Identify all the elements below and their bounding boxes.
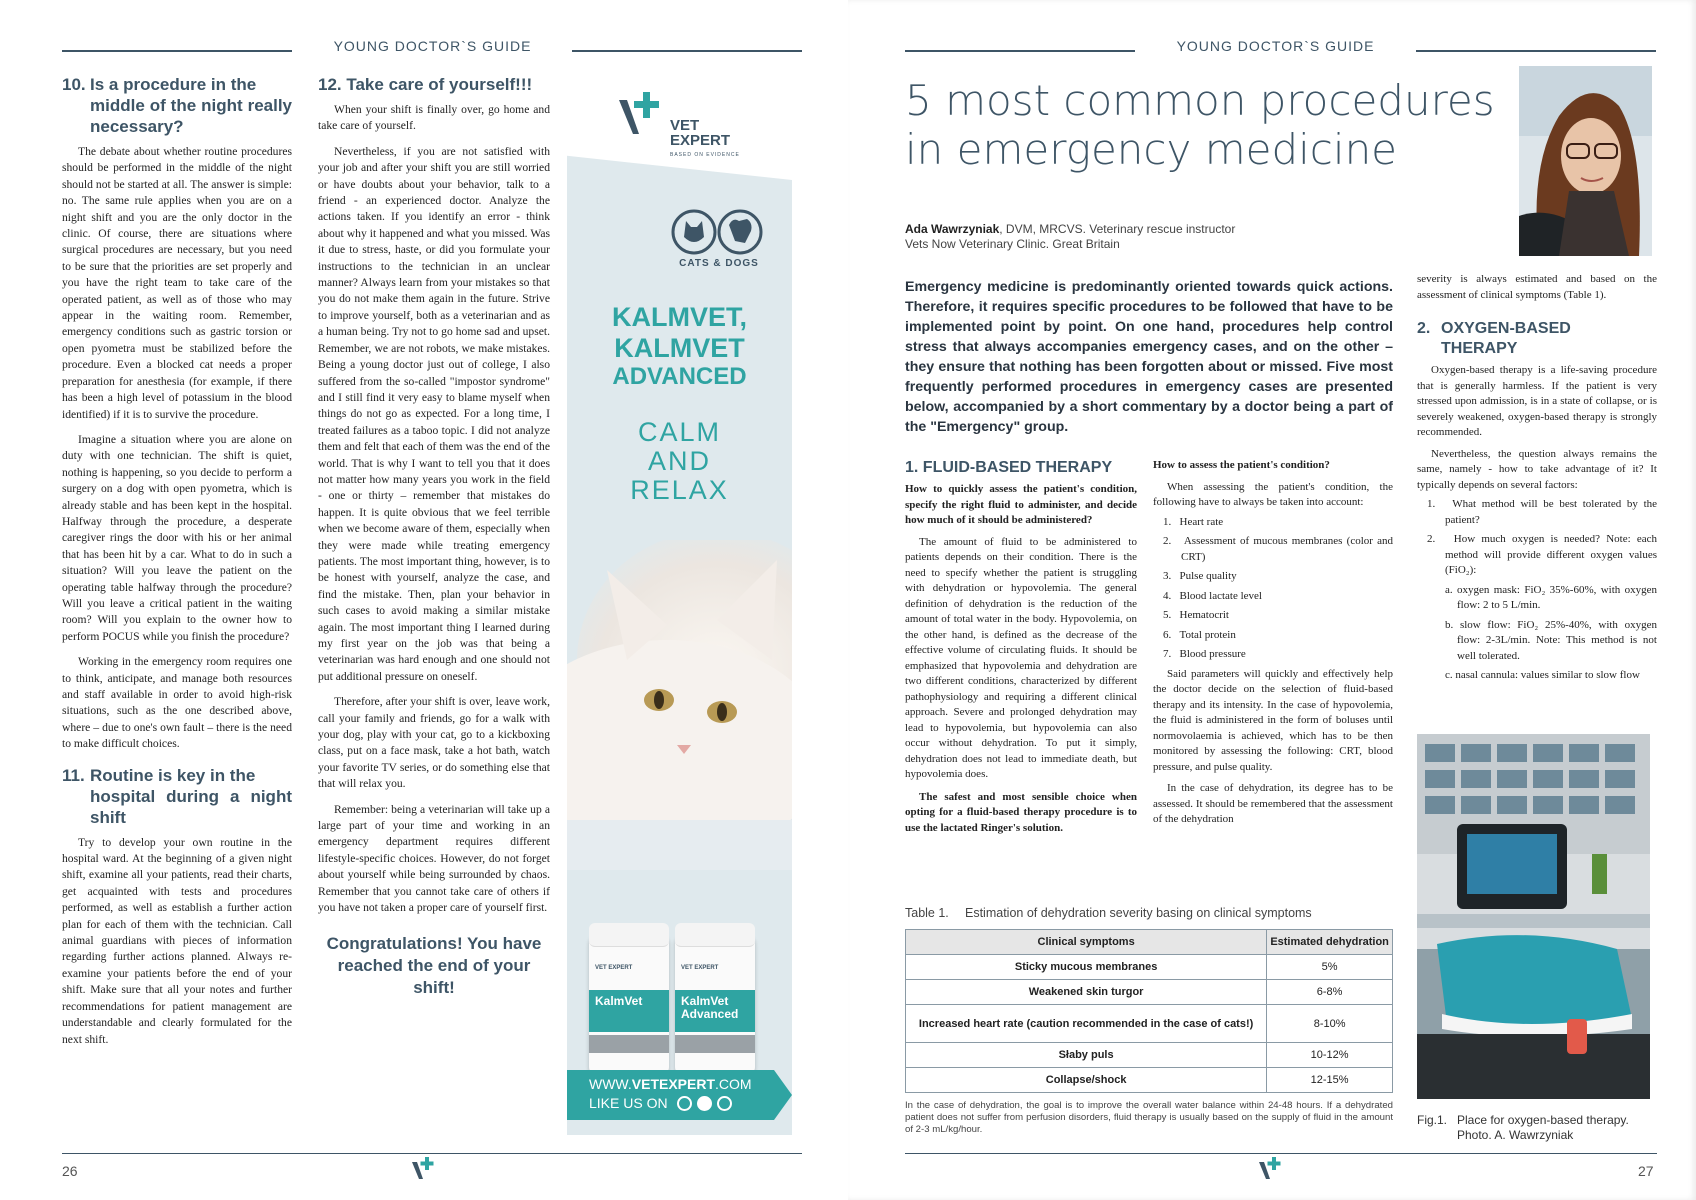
paragraph: Try to develop your own routine in the hospital ward. At the beginning of a given night shift, examine all your patients, read their charts, get acquainted with tests and procedures performed, as well as establish a further action plan for each of them with the technician. Call animal guardians with pieces of information regarding further actions planned. Always re-examine your patients before the end of your shift. Make sure that all your notes and further recommendations for patient management are understandable and clearly formulated for the next shift. bbox=[62, 835, 292, 1046]
left-column-2 bbox=[318, 70, 550, 999]
table-caption: Table 1. Estimation of dehydration severity basing on clinical symptoms bbox=[905, 906, 1312, 920]
list-item: 6. Total protein bbox=[1163, 628, 1236, 641]
figure-caption: Fig.1. Place for oxygen-based therapy. Photo. A. Wawrzyniak bbox=[1417, 1113, 1629, 1142]
paragraph: The debate about whether routine procedures should be performed in the middle of the night should not be started at all. The answer is simple: no. The same rule applies when you are on a night shift and you are the only doctor in the clinic. Of course, there are situations where surgical procedures are necessary, but you need to be sure that the priorities are set properly and you have the right team to take care of the operated patient, as well as of those who may appear in the waiting room. Remember, emergency conditions such as gastric torsion or open pyometra must be stabilized before the procedure. Even a blocked cat needs a proper preparation for anesthesia (for example, if there has been a high level of potassium in the blood identified) if it is to survive the procedure. bbox=[62, 145, 292, 421]
list-item: 1. Heart rate bbox=[1163, 515, 1224, 528]
paragraph: Therefore, after your shift is over, leave work, call your family and friends, go for a walk with your dog, play with your cat, go to a kickboxing class, put on a face mask, take a hot bath, watch your favorite TV series, or do something else that that will relax you. bbox=[318, 695, 550, 791]
paragraph: Working in the emergency room requires one to think, anticipate, and manage both resources and staff available in order to avoid high-risk situations, such as the one described above, where – due to one's own fault – there is the need to make difficult choices. bbox=[62, 655, 292, 751]
paragraph: Nevertheless, if you are not satisfied with your job and after your shift you are still worried or have doubts about your behavior, talk to a friend - an experienced doctor. Analyze the actions taken. If you identify an error - think about why it happened and what you missed. Was it due to stress, haste, or did you formulate your instructions to the technician in an unclear manner? Always learn from your mistakes so that you do not make them again in the future. Strive to improve yourself, both as a veterinarian and as a human being. Try not to go home sad and upset. Remember, we are not robots, we make mistakes. Being a young doctor just out of college, I also suffered from the so-called "impostor syndrome" and I still find it very easy to blame myself when things do not go as expected. For a long time, I treated failures as a taboo topic. I did not analyze them and felt that each of them was the end of the world. That is why I want to tell you that it does not matter how many years you work in the field - one or thirty – remember that mistakes do happen. It is quite obvious that we feel terrible when we become aware of them, especially when they were made while treating emergency patients. The most important thing, however, is to be honest with yourself, analyze the case, and find the mistake. Then, plan your behavior in such cases to avoid making a similar mistake again. The most important thing I learned during my first year on the job was that being a veterinarian was hard enough and one should not put additional pressure on oneself. bbox=[318, 144, 550, 683]
footer-rule bbox=[62, 1153, 802, 1154]
table-cell: 6-8% bbox=[1267, 980, 1393, 1005]
table-cell: 10-12% bbox=[1267, 1043, 1393, 1068]
dehydration-table bbox=[905, 929, 1393, 1093]
table-row bbox=[906, 980, 1393, 1005]
paragraph: severity is always estimated and based on the assessment of clinical symptoms (Table 1). bbox=[1417, 273, 1657, 301]
header-rule-right bbox=[572, 50, 802, 52]
oxygen-therapy-photo bbox=[1417, 734, 1650, 1099]
paragraph: Nevertheless, the question always remains the same, namely - how to take advantage of it? It typically depends on several factors: bbox=[1417, 447, 1657, 491]
section-1-column bbox=[905, 458, 1137, 836]
paragraph: Remember: being a veterinarian will take up a large part of your time and working in an emergency department requires different lifestyle-specific choices. However, do not forget about yourself while being surrounded by chaos. Remember that you cannot take care of others if you have not taken a proper care of yourself first. bbox=[318, 802, 550, 915]
ad-product-name: KALMVET, KALMVET bbox=[612, 302, 747, 363]
ad-like-us: LIKE US ON bbox=[589, 1095, 668, 1111]
instagram-icon[interactable] bbox=[677, 1096, 692, 1111]
table-note: In the case of dehydration, the goal is to improve the overall water balance within 24-48 hours. If a dehydrated patient does not suffer from perfusion disorders, fluid therapy is usually based on the supply of fluid in the amount of 2-3 mL/kg/hour. bbox=[905, 1100, 1393, 1135]
table-cell: 5% bbox=[1267, 955, 1393, 980]
facebook-icon[interactable] bbox=[697, 1096, 712, 1111]
footer-logo-icon bbox=[411, 1156, 437, 1180]
column-header: Estimated dehydration bbox=[1267, 930, 1393, 955]
article-title: 5 most common procedures in emergency medicine bbox=[905, 76, 1495, 174]
table-cell: Słaby puls bbox=[906, 1043, 1267, 1068]
assessment-heading: How to assess the patient's condition? bbox=[1153, 459, 1330, 471]
paragraph: When your shift is finally over, go home and take care of yourself. bbox=[318, 103, 550, 133]
page-number-right: 27 bbox=[1638, 1163, 1654, 1179]
running-header: YOUNG DOCTOR`S GUIDE bbox=[333, 38, 532, 54]
list-item: 5. Hematocrit bbox=[1163, 609, 1229, 621]
oxygen-methods-list bbox=[1417, 583, 1657, 684]
paragraph: When assessing the patient's condition, the following have to always be taken into account: bbox=[1153, 480, 1393, 508]
table-cell: Increased heart rate (caution recommended in the case of cats!) bbox=[906, 1005, 1267, 1043]
paragraph: Imagine a situation where you are alone on duty with one technician. The shift is quiet, nothing is happening, so you decide to perform a surgery on a dog with open pyometra, which is already stable and has been kept in the hospital. Halfway through the procedure, a desperate caregiver rings the door with his or her animal that has been hit by a car. What to do in such a situation? Will you leave the patient on the operating table halfway through the procedure? Will you leave a critical patient in the waiting room? Will you explain to the owner how to perform POCUS while you finish the procedure? bbox=[62, 432, 292, 643]
table-row bbox=[906, 1043, 1393, 1068]
table-cell: 12-15% bbox=[1267, 1068, 1393, 1093]
table-cell: Collapse/shock bbox=[906, 1068, 1267, 1093]
article-lead: Emergency medicine is predominantly oriented towards quick actions. Therefore, it requires specific procedures to be followed that have to be implemented point by point. On one hand, procedures help control stress that always accompanies emergency cases, and on the other – they ensure that nothing has been forgotten about or missed. Five most frequently performed procedures in emergency cases are presented below, accompanied by a short commentary by a doctor being a part of the "Emergency" group. bbox=[905, 279, 1393, 435]
header-rule-left bbox=[905, 50, 1135, 52]
page-number-left: 26 bbox=[62, 1163, 78, 1179]
running-header: YOUNG DOCTOR`S GUIDE bbox=[1176, 38, 1375, 54]
section-2-column bbox=[1417, 272, 1657, 688]
congratulations-note: Congratulations! You have reached the end of your shift! bbox=[326, 933, 542, 997]
list-item: 2. Assessment of mucous membranes (color and CRT) bbox=[1163, 535, 1393, 563]
header-rule-right bbox=[1416, 50, 1656, 52]
table-row bbox=[906, 1068, 1393, 1093]
table-cell: 8-10% bbox=[1267, 1005, 1393, 1043]
table-cell: Weakened skin turgor bbox=[906, 980, 1267, 1005]
paragraph: In the case of dehydration, its degree has to be assessed. It should be remembered that the assessment of the dehydration bbox=[1153, 782, 1393, 825]
list-item: 3. Pulse quality bbox=[1163, 570, 1237, 582]
ad-brand-name: VET EXPERT BASED ON EVIDENCE bbox=[670, 117, 740, 158]
section-1-question: How to quickly assess the patient's condition, specify the right fluid to administer, and decide how much of it should be administered? bbox=[905, 483, 1137, 526]
section-2-heading: 2. OXYGEN-BASED THERAPY bbox=[1417, 320, 1571, 357]
column-header: Clinical symptoms bbox=[906, 930, 1267, 955]
vetexpert-logo-icon bbox=[617, 88, 667, 136]
ad-cats-dogs-label: CATS & DOGS bbox=[679, 258, 759, 269]
table-row bbox=[906, 1005, 1393, 1043]
table-cell: Sticky mucous membranes bbox=[906, 955, 1267, 980]
ad-product-advanced: ADVANCED bbox=[612, 363, 747, 390]
paragraph: Said parameters will quickly and effectively help the doctor decide on the selection of fluid-based therapy and its intensity. In the case of hypovolemia, the fluid is administered in the form of boluses until normovolaemia is achieved, which has to be then monitored by assessing the following: CRT, blood pressure, and pulse quality. bbox=[1153, 667, 1393, 773]
section-12-heading: 12. Take care of yourself!!! bbox=[318, 75, 533, 94]
paragraph: The amount of fluid to be administered to patients depends on their condition. There is the need to specify whether the patient is struggling with dehydration or hypovolemia. The general definition of dehydration is the reduction of the amount of total water in the body. Hypovolemia, on the other hand, is defined as the decrease of the effective volume of circulating fluids. It should be emphasized that hypovolemia and dehydration are two different conditions, characterized by different pathophysiology and requiring a different clinical approach. Severe and prolonged dehydration may lead to hypovolemia, but hypovolemia can also occur without dehydration. To put it simply, dehydration does not lead to immediate death, but hypovolemia does. bbox=[905, 535, 1137, 780]
assessment-list bbox=[1153, 515, 1393, 663]
left-column-1 bbox=[62, 70, 292, 1048]
footer-rule bbox=[905, 1153, 1657, 1154]
list-item: b. slow flow: FiO₂ 25%-40%, with oxygen flow: 2-3L/min. Note: This method is not well tolerated. bbox=[1445, 618, 1657, 662]
section-1-heading: 1. FLUID-BASED THERAPY bbox=[905, 459, 1113, 476]
ad-url-link[interactable]: WWW.VETEXPERT.COM bbox=[589, 1076, 752, 1092]
footer-logo-icon bbox=[1258, 1156, 1284, 1180]
table-row bbox=[906, 955, 1393, 980]
list-item: 7. Blood pressure bbox=[1163, 648, 1246, 660]
section-1-recommendation: The safest and most sensible choice when opting for a fluid-based therapy procedure is to use the lactated Ringer's solution. bbox=[905, 790, 1137, 834]
oxygen-questions-list bbox=[1417, 497, 1657, 579]
list-item: 2. How much oxygen is needed? Note: each method will provide different oxygen values (FiO₂): bbox=[1427, 533, 1657, 576]
section-10-heading: 10. Is a procedure in the middle of the night really necessary? bbox=[62, 75, 292, 136]
section-11-heading: 11. Routine is key in the hospital during a night shift bbox=[62, 765, 292, 827]
list-item: a. oxygen mask: FiO₂ 35%-60%, with oxygen flow: 2 to 5 L/min. bbox=[1445, 583, 1657, 611]
kalmvet-advanced-jar: VET EXPERT KalmVet Advanced bbox=[675, 935, 755, 1075]
paragraph: Oxygen-based therapy is a life-saving procedure that is generally harmless. If the patient is very stressed upon admission, is in a state of collapse, or is severely weakened, oxygen-based therapy is strongly recommended. bbox=[1417, 364, 1657, 438]
cat-dog-icon bbox=[667, 205, 767, 265]
list-item: 4. Blood lactate level bbox=[1163, 589, 1262, 602]
youtube-icon[interactable] bbox=[717, 1096, 732, 1111]
ad-slogan: CALM AND RELAX bbox=[630, 417, 729, 505]
kalmvet-jar: VET EXPERT KalmVet bbox=[589, 935, 669, 1075]
table-header-row bbox=[906, 930, 1393, 955]
author-photo bbox=[1519, 66, 1652, 256]
author-byline: Ada Wawrzyniak, DVM, MRCVS. Veterinary rescue instructor Vets Now Veterinary Clinic. Great Britain bbox=[905, 222, 1236, 251]
kalmvet-advertisement[interactable] bbox=[567, 70, 792, 1135]
header-rule-left bbox=[62, 50, 292, 52]
white-cat-photo bbox=[567, 540, 792, 870]
list-item: c. nasal cannula: values similar to slow flow bbox=[1445, 669, 1640, 681]
assessment-column bbox=[1153, 458, 1393, 828]
list-item: 1. What method will be best tolerated by the patient? bbox=[1427, 498, 1658, 526]
right-page bbox=[848, 0, 1696, 1200]
